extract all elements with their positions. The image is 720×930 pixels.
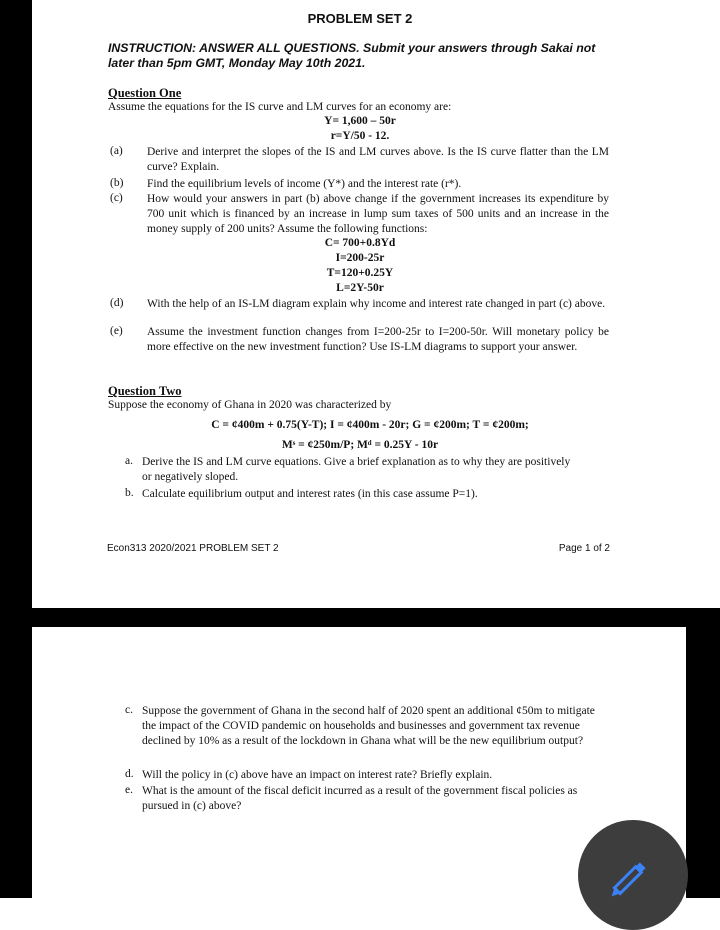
page-gap [0,608,720,627]
q1-is-equation: Y= 1,600 – 50r [324,115,396,127]
edit-fab-button[interactable] [578,820,688,930]
viewer-left-edge [0,0,32,898]
q2-money-market-equations: Mˢ = ¢250m/P; Mᵈ = 0.25Y - 10r [281,439,439,451]
q1-b-label: (b) [110,177,124,189]
q2-b-text: Calculate equilibrium output and interest rates (in this case assume P=1). [142,488,478,500]
pencil-icon [578,820,688,930]
q1-a-label: (a) [110,145,123,157]
instruction-text: INSTRUCTION: ANSWER ALL QUESTIONS. Submit your answers through Sakai not later than 5pm GMT, Monday May 10th 2021. [108,41,596,70]
q1-intro: Assume the equations for the IS curve and LM curves for an economy are: [108,101,452,113]
q2-a-text: Derive the IS and LM curve equations. Give a brief explanation as to why they are positively or negatively sloped. [142,456,571,483]
viewer-right-edge [686,608,720,898]
q1-c-label: (c) [110,192,123,204]
q1-b-text: Find the equilibrium levels of income (Y*) and the interest rate (r*). [147,178,462,190]
q1-d-label: (d) [110,297,124,309]
q1-investment-function: I=200-25r [335,252,385,264]
question-one-heading: Question One [108,86,182,100]
q2-d-text: Will the policy in (c) above have an impact on interest rate? Briefly explain. [142,769,493,781]
q2-a-label: a. [125,455,133,467]
footer-left: Econ313 2020/2021 PROBLEM SET 2 [107,543,279,554]
question-two-heading: Question Two [108,384,182,398]
q1-consumption-function: C= 700+0.8Yd [324,237,396,249]
q1-lm-equation: r=Y/50 - 12. [330,130,390,142]
q1-e-text: Assume the investment function changes from I=200-25r to I=200-50r. Will monetary policy be more effective on the new investment function? Use IS-LM diagrams to support your answer. [147,326,609,353]
q2-model-equations: C = ¢400m + 0.75(Y-T); I = ¢400m - 20r; G = ¢200m; T = ¢200m; [211,419,529,431]
page-title: PROBLEM SET 2 [307,11,413,26]
q1-e-label: (e) [110,325,123,337]
q2-e-text: What is the amount of the fiscal deficit incurred as a result of the government fiscal policies as pursued in (c) above? [142,785,578,812]
q2-e-label: e. [125,784,133,796]
q2-c-label: c. [125,704,133,716]
q2-intro: Suppose the economy of Ghana in 2020 was characterized by [108,399,392,411]
q1-money-demand-function: L=2Y-50r [336,282,384,294]
q1-a-text: Derive and interpret the slopes of the IS and LM curves above. Is the IS curve flatter than the LM curve? Explain. [147,146,609,173]
footer-page-number: Page 1 of 2 [558,543,610,554]
q2-d-label: d. [125,768,134,780]
q1-c-text: How would your answers in part (b) above change if the government increases its expenditure by 700 unit which is financed by an increase in lump sum taxes of 500 units and an increase in the money supply of 200 units? Assume the following functions: [147,193,609,235]
q2-b-label: b. [125,487,134,499]
q2-c-text: Suppose the government of Ghana in the second half of 2020 spent an additional ¢50m to mitigate the impact of the COVID pandemic on households and businesses and government tax revenue declined by 10% as a result of the lockdown in Ghana what will be the new equilibrium output? [142,705,595,747]
q1-d-text: With the help of an IS-LM diagram explain why income and interest rate changed in part (c) above. [147,298,606,310]
q1-tax-function: T=120+0.25Y [326,267,394,279]
